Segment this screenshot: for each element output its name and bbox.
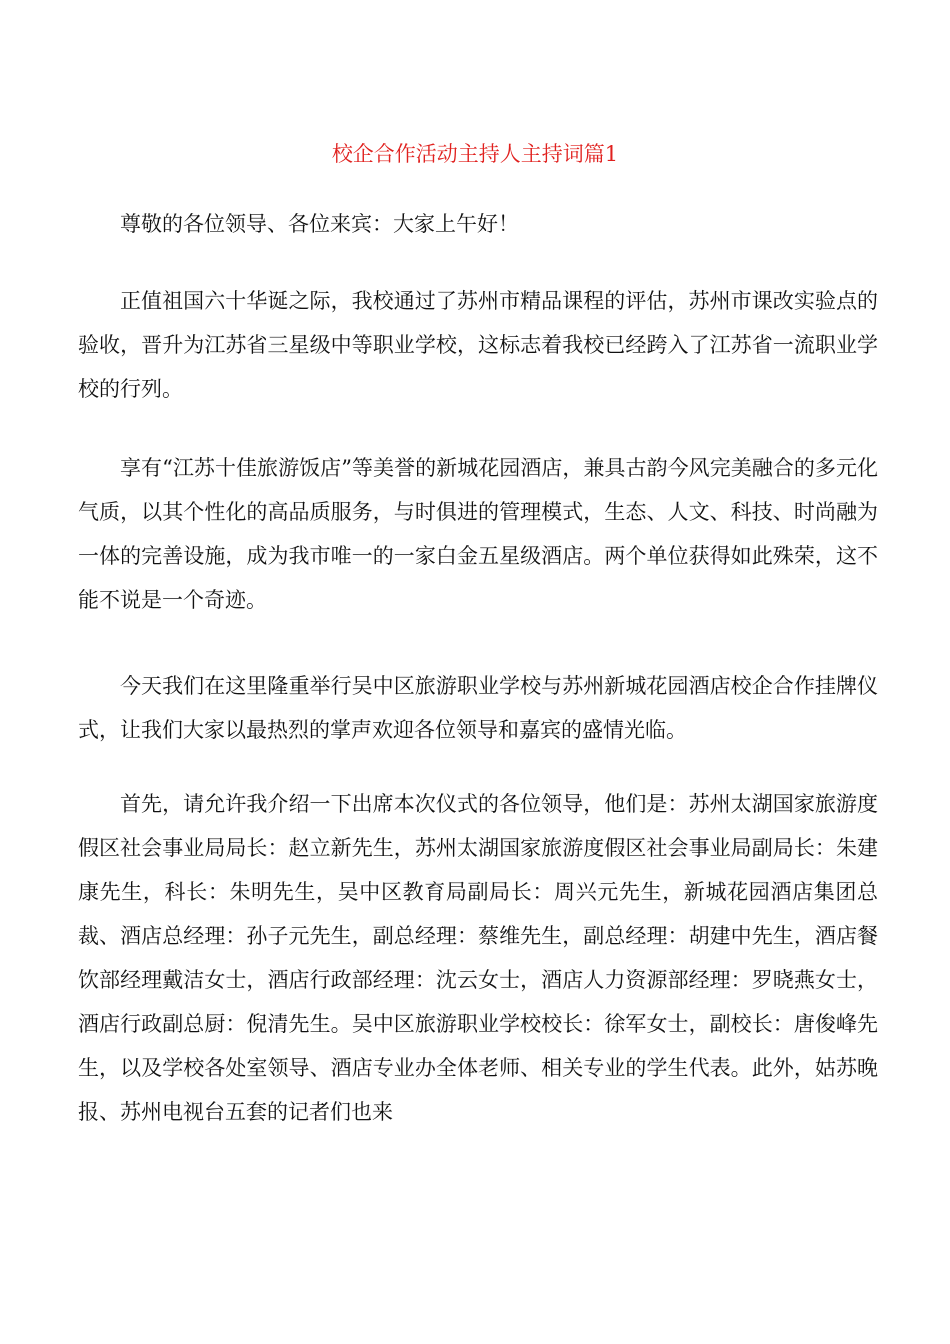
document-title: 校企合作活动主持人主持词篇1 [331,142,619,166]
paragraph-hotel-introduction: 享有“江苏十佳旅游饭店”等美誉的新城花园酒店，兼具古韵今风完美融合的多元化气质，以其个性化的高品质服务，与时俱进的管理模式，生态、人文、科技、时尚融为一体的完善设施，成为我市唯一的一家白金五星级酒店。两个单位获得如此殊荣，这不能不说是一个奇迹。 [78,456,878,612]
paragraph-ceremony-welcome: 今天我们在这里隆重举行吴中区旅游职业学校与苏州新城花园酒店校企合作挂牌仪式，让我们大家以最热烈的掌声欢迎各位领导和嘉宾的盛情光临。 [78,674,878,742]
paragraph-school-achievement: 正值祖国六十华诞之际，我校通过了苏州市精品课程的评估，苏州市课改实验点的验收，晋升为江苏省三星级中等职业学校，这标志着我校已经跨入了江苏省一流职业学校的行列。 [78,289,878,401]
paragraph-guest-introduction: 首先，请允许我介绍一下出席本次仪式的各位领导，他们是：苏州太湖国家旅游度假区社会事业局局长：赵立新先生，苏州太湖国家旅游度假区社会事业局副局长：朱建康先生，科长：朱明先生，吴中区教育局副局长：周兴元先生，新城花园酒店集团总裁、酒店总经理：孙子元先生，副总经理：蔡维先生，副总经理：胡建中先生，酒店餐饮部经理戴洁女士，酒店行政部经理：沈云女士，酒店人力资源部经理：罗晓燕女士，酒店行政副总厨：倪清先生。吴中区旅游职业学校校长：徐军女士，副校长：唐俊峰先生，以及学校各处室领导、酒店专业办全体老师、相关专业的学生代表。此外，姑苏晚报、苏州电视台五套的记者们也来 [78,792,878,1124]
paragraph-greeting: 尊敬的各位领导、各位来宾：大家上午好！ [120,212,519,236]
